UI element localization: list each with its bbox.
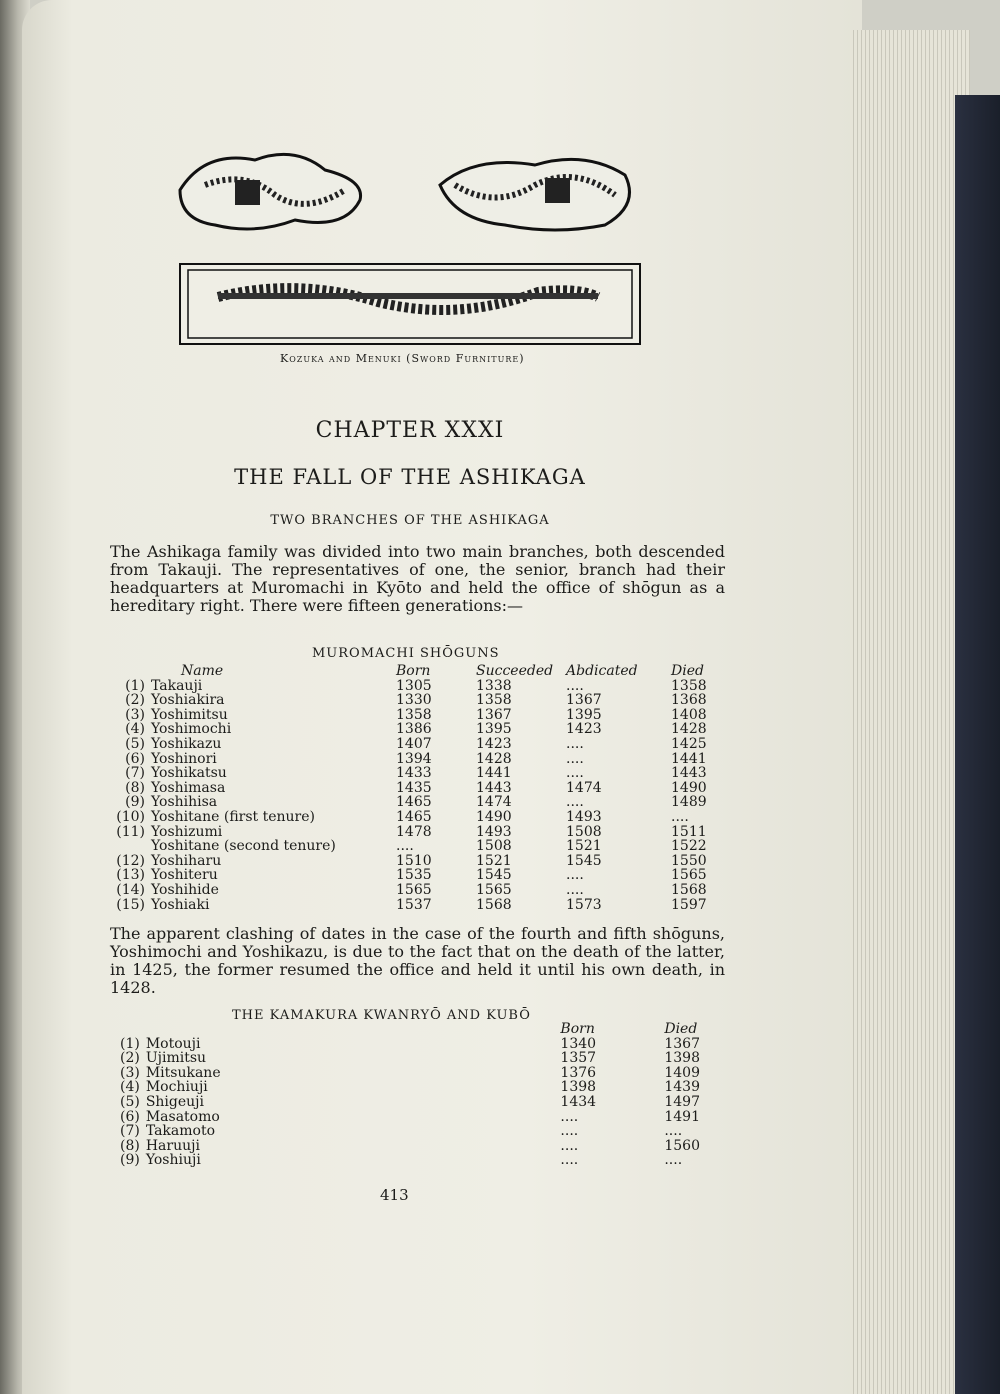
date-cell: ....: [560, 1152, 579, 1169]
date-cell: 1358: [476, 692, 512, 709]
date-cell: 1493: [476, 823, 512, 840]
kamakura-table: [110, 1022, 700, 1168]
date-cell: 1545: [566, 852, 602, 869]
row-number: (6): [125, 750, 145, 767]
date-cell: 1423: [476, 735, 512, 752]
date-cell: 1560: [664, 1137, 700, 1154]
date-cell: 1443: [671, 765, 707, 782]
row-number: (15): [116, 896, 145, 913]
section-heading: TWO BRANCHES OF THE ASHIKAGA: [270, 513, 550, 528]
row-number: (2): [125, 692, 145, 709]
row-number: (6): [119, 1108, 140, 1125]
date-cell: 1439: [664, 1079, 700, 1096]
date-cell: 1545: [476, 867, 512, 884]
table-row: [110, 1124, 700, 1139]
table-row: [115, 752, 715, 767]
table-row: [115, 898, 715, 913]
page-number: 413: [380, 1186, 409, 1204]
row-number: (7): [125, 765, 145, 782]
date-cell: ....: [566, 765, 584, 782]
table-row: [115, 708, 715, 723]
date-cell: 1565: [671, 867, 707, 884]
date-cell: 1474: [476, 794, 512, 811]
date-cell: ....: [560, 1137, 579, 1154]
book-cover: [955, 95, 1000, 1394]
date-cell: 1490: [476, 808, 512, 825]
table-row: [115, 679, 715, 694]
date-cell: 1394: [396, 750, 432, 767]
table-row: [115, 883, 715, 898]
date-cell: 1465: [396, 808, 432, 825]
date-cell: 1573: [566, 896, 602, 913]
date-cell: 1537: [396, 896, 432, 913]
date-cell: 1367: [664, 1035, 700, 1052]
row-number: (4): [119, 1079, 140, 1096]
menuki-illustration-right: [435, 150, 640, 235]
name-cell: Masatomo: [145, 1108, 220, 1125]
table-row: [110, 1110, 700, 1125]
col-header: Born: [560, 1021, 595, 1037]
page-edges: [850, 30, 970, 1394]
date-cell: 1478: [396, 823, 432, 840]
row-number: (1): [119, 1035, 140, 1052]
name-cell: Yoshikazu: [151, 735, 222, 752]
name-cell: Yoshikatsu: [151, 765, 227, 782]
date-cell: 1398: [560, 1079, 597, 1096]
kozuka-illustration: [178, 262, 643, 347]
date-cell: 1521: [476, 852, 512, 869]
date-cell: 1441: [671, 750, 707, 767]
name-cell: Takauji: [151, 677, 203, 694]
row-number: (5): [125, 735, 145, 752]
row-number: (4): [125, 721, 145, 738]
row-number: (2): [119, 1050, 140, 1067]
date-cell: 1358: [671, 677, 707, 694]
date-cell: 1386: [396, 721, 432, 738]
row-number: (5): [119, 1093, 140, 1110]
table-row: [115, 825, 715, 840]
date-cell: 1338: [476, 677, 512, 694]
name-cell: Motouji: [145, 1035, 201, 1052]
row-number: (8): [125, 779, 145, 796]
col-header: Succeeded: [476, 663, 554, 679]
row-number: (1): [125, 677, 145, 694]
row-number: (11): [116, 823, 145, 840]
date-cell: 1434: [560, 1093, 597, 1110]
date-cell: ....: [566, 867, 584, 884]
name-cell: Yoshiakira: [151, 692, 225, 709]
name-cell: Yoshihide: [151, 881, 219, 898]
name-cell: Ujimitsu: [145, 1050, 207, 1067]
date-cell: 1433: [396, 765, 432, 782]
date-cell: 1497: [664, 1093, 700, 1110]
table-row: [115, 781, 715, 796]
date-cell: 1568: [671, 881, 707, 898]
row-number: (12): [116, 852, 145, 869]
date-cell: 1367: [476, 706, 512, 723]
date-cell: 1423: [566, 721, 602, 738]
date-cell: 1443: [476, 779, 512, 796]
date-cell: ....: [664, 1123, 683, 1140]
name-cell: Yoshimitsu: [151, 706, 228, 723]
name-cell: Haruuji: [145, 1137, 200, 1154]
row-number: (10): [116, 808, 145, 825]
table-row: [115, 722, 715, 737]
col-header: Died: [671, 663, 704, 679]
date-cell: 1490: [671, 779, 707, 796]
row-number: (3): [119, 1064, 140, 1081]
col-header: Born: [396, 663, 431, 679]
row-number: (9): [119, 1152, 140, 1169]
kamakura-table-title: THE KAMAKURA KWANRYŌ AND KUBŌ: [232, 1008, 531, 1023]
date-cell: 1357: [560, 1050, 597, 1067]
muromachi-table-title: MUROMACHI SHŌGUNS: [312, 646, 500, 661]
name-cell: Yoshinori: [151, 750, 217, 767]
name-cell: Mitsukane: [145, 1064, 221, 1081]
table-row: [115, 795, 715, 810]
figure-caption: Kozuka and Menuki (Sword Furniture): [280, 352, 525, 365]
name-cell: Mochiuji: [145, 1079, 208, 1096]
paragraph-intro: The Ashikaga family was divided into two main branches, both descended from Takauji. The representatives of one, the senior, branch had their headquarters at Muromachi in Kyōto and held the office of shōgun as a hereditary right. There were fifteen generations:—: [110, 542, 725, 615]
date-cell: 1428: [671, 721, 707, 738]
table-row: [115, 839, 715, 854]
table-row: [115, 810, 715, 825]
name-cell: Yoshiharu: [151, 852, 222, 869]
row-number: (7): [119, 1123, 140, 1140]
date-cell: 1511: [671, 823, 707, 840]
row-number: [115, 839, 151, 854]
name-cell: Yoshitane (first tenure): [151, 808, 315, 825]
menuki-illustration-left: [175, 140, 370, 240]
table-row: [115, 854, 715, 869]
row-number: (3): [125, 706, 145, 723]
date-cell: 1367: [566, 692, 602, 709]
table-row: [110, 1095, 700, 1110]
date-cell: 1508: [566, 823, 602, 840]
date-cell: 1395: [566, 706, 602, 723]
col-header: Abdicated: [566, 663, 638, 679]
date-cell: 1568: [476, 896, 512, 913]
date-cell: 1395: [476, 721, 512, 738]
date-cell: 1521: [566, 838, 602, 855]
date-cell: 1565: [396, 881, 432, 898]
name-cell: Yoshimasa: [151, 779, 226, 796]
date-cell: 1565: [476, 881, 512, 898]
table-row: [115, 868, 715, 883]
date-cell: 1425: [671, 735, 707, 752]
row-number: (14): [116, 881, 145, 898]
date-cell: ....: [566, 881, 584, 898]
date-cell: 1535: [396, 867, 432, 884]
col-header: Name: [181, 663, 224, 679]
date-cell: ....: [566, 794, 584, 811]
date-cell: 1358: [396, 706, 432, 723]
table-row: [115, 766, 715, 781]
date-cell: 1428: [476, 750, 512, 767]
table-row: [110, 1139, 700, 1154]
date-cell: 1493: [566, 808, 602, 825]
name-cell: Yoshihisa: [151, 794, 218, 811]
date-cell: 1597: [671, 896, 707, 913]
chapter-title: THE FALL OF THE ASHIKAGA: [234, 465, 586, 489]
date-cell: 1491: [664, 1108, 700, 1125]
date-cell: 1368: [671, 692, 707, 709]
row-number: (13): [116, 867, 145, 884]
name-cell: Takamoto: [145, 1123, 216, 1140]
table-row: [110, 1037, 700, 1052]
name-cell: Yoshiaki: [151, 896, 210, 913]
date-cell: ....: [560, 1123, 579, 1140]
date-cell: 1489: [671, 794, 707, 811]
date-cell: 1435: [396, 779, 432, 796]
date-cell: 1508: [476, 838, 512, 855]
table-row: [115, 737, 715, 752]
date-cell: 1550: [671, 852, 707, 869]
date-cell: 1305: [396, 677, 432, 694]
date-cell: 1465: [396, 794, 432, 811]
date-cell: ....: [396, 838, 414, 855]
name-cell: Yoshiteru: [151, 867, 218, 884]
date-cell: 1522: [671, 838, 707, 855]
date-cell: ....: [566, 750, 584, 767]
chapter-heading: CHAPTER XXXI: [315, 418, 505, 443]
table-row: [110, 1051, 700, 1066]
paragraph-note: The apparent clashing of dates in the case of the fourth and fifth shōguns, Yoshimochi and Yoshikazu, is due to the fact that on the death of the latter, in 1425, the former resumed the office and held it until his own death, in 1428.: [110, 924, 725, 997]
name-cell: Shigeuji: [145, 1093, 204, 1110]
date-cell: 1376: [560, 1064, 597, 1081]
date-cell: 1407: [396, 735, 432, 752]
row-number: (8): [119, 1137, 140, 1154]
date-cell: 1340: [560, 1035, 597, 1052]
date-cell: ....: [664, 1152, 683, 1169]
name-cell: Yoshitane (second tenure): [151, 838, 336, 855]
date-cell: 1441: [476, 765, 512, 782]
date-cell: 1398: [664, 1050, 700, 1067]
date-cell: 1408: [671, 706, 707, 723]
date-cell: 1474: [566, 779, 602, 796]
table-row: [110, 1153, 700, 1168]
date-cell: ....: [560, 1108, 579, 1125]
name-cell: Yoshizumi: [151, 823, 223, 840]
date-cell: 1510: [396, 852, 432, 869]
col-header: Died: [664, 1021, 698, 1037]
date-cell: 1409: [664, 1064, 700, 1081]
name-cell: Yoshiuji: [145, 1152, 201, 1169]
date-cell: ....: [671, 808, 689, 825]
table-row: [115, 693, 715, 708]
row-number: (9): [125, 794, 145, 811]
table-row: [110, 1080, 700, 1095]
name-cell: Yoshimochi: [151, 721, 232, 738]
table-row: [110, 1066, 700, 1081]
date-cell: 1330: [396, 692, 432, 709]
date-cell: ....: [566, 735, 584, 752]
muromachi-table: [115, 664, 715, 912]
date-cell: ....: [566, 677, 584, 694]
